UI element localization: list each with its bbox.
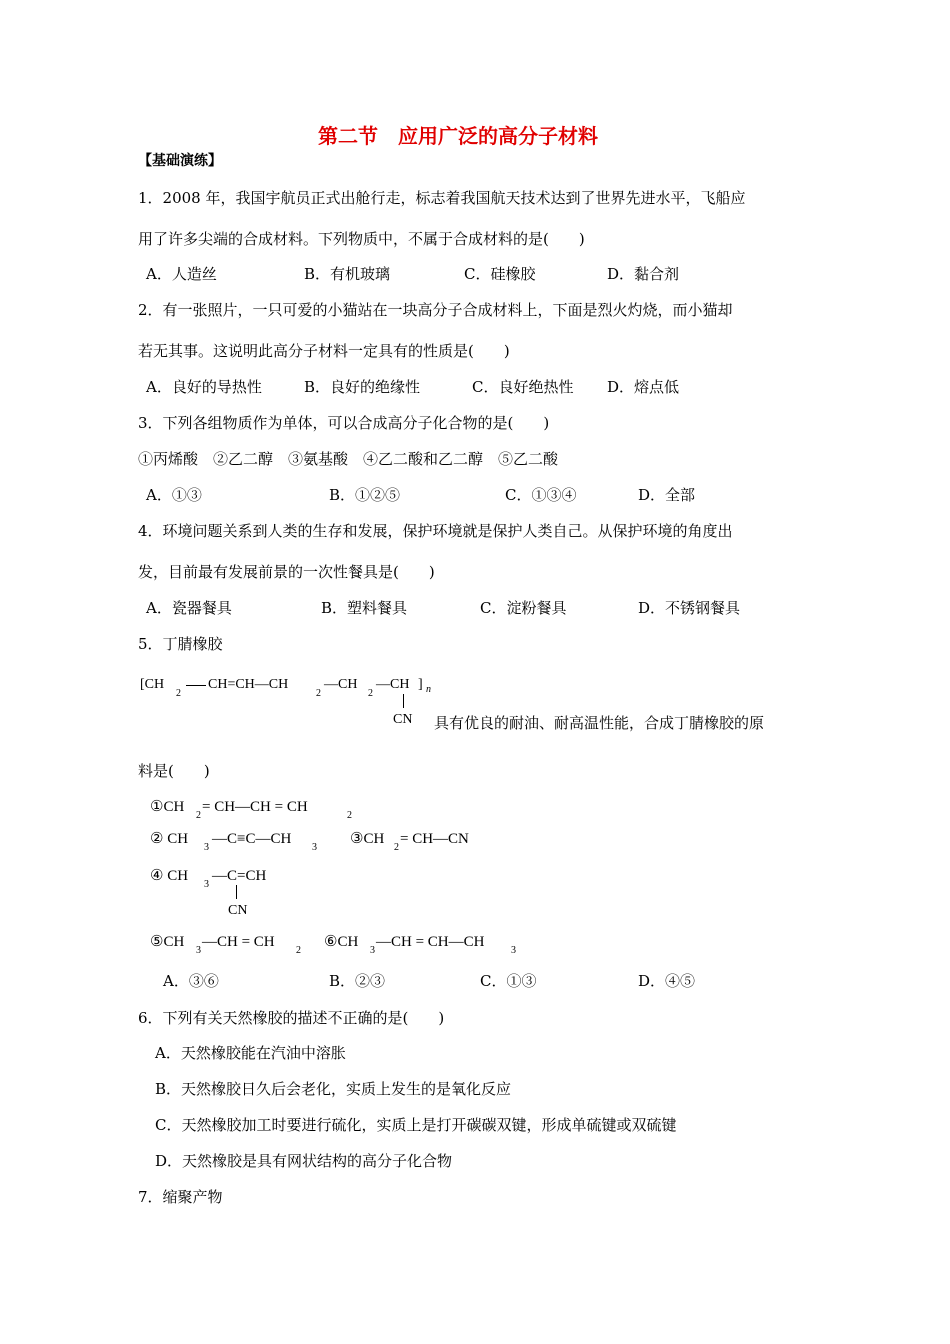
page-title: 第二节 应用广泛的高分子材料: [318, 124, 598, 148]
option-b: B．②③: [329, 972, 386, 990]
option-b: B．①②⑤: [329, 486, 401, 504]
option-a: A．瓷器餐具: [146, 599, 232, 617]
question-text: 若无其事。这说明此高分子材料一定具有的性质是( ): [138, 342, 510, 360]
question-text: 1．2008 年，我国宇航员正式出舱行走，标志着我国航天技术达到了世界先进水平，飞船应: [138, 189, 746, 207]
question-text: 2．有一张照片，一只可爱的小猫站在一块高分子合成材料上，下面是烈火灼烧，而小猫却: [138, 301, 733, 319]
formula: ③CH: [350, 831, 385, 847]
section-heading: 【基础演练】: [138, 153, 222, 169]
subscript: 2: [347, 810, 352, 821]
subscript: 3: [312, 842, 317, 853]
option-d: D．④⑤: [638, 972, 696, 990]
bond-line: [403, 694, 404, 708]
option-c: C．淀粉餐具: [480, 599, 567, 617]
question-text: 3．下列各组物质作为单体，可以合成高分子化合物的是( ): [138, 414, 550, 432]
subscript: 3: [370, 945, 375, 956]
subscript: 3: [196, 945, 201, 956]
option-d: D．全部: [638, 486, 696, 504]
subscript: 2: [196, 810, 201, 821]
option-d: D．黏合剂: [607, 265, 680, 283]
polymer-bracket: ]: [418, 677, 423, 692]
option-c: C．良好绝热性: [472, 378, 574, 396]
option-a: A．良好的导热性: [146, 378, 262, 396]
subscript: 3: [204, 879, 209, 890]
subscript: 2: [316, 688, 321, 699]
option-b: B．天然橡胶日久后会老化，实质上发生的是氧化反应: [155, 1080, 512, 1098]
polymer-seg-1: [CH: [140, 677, 165, 692]
question-text: 4．环境问题关系到人类的生存和发展，保护环境就是保护人类自己。从保护环境的角度出: [138, 522, 733, 540]
option-c: C．硅橡胶: [464, 265, 536, 283]
formula: ⑤CH: [150, 934, 185, 950]
option-b: B．有机玻璃: [304, 265, 391, 283]
formula: —C≡C—CH: [212, 831, 292, 847]
option-d: D．不锈钢餐具: [638, 599, 741, 617]
question-text: ①丙烯酸 ②乙二醇 ③氨基酸 ④乙二酸和乙二醇 ⑤乙二酸: [138, 450, 559, 468]
formula: —CH = CH—CH: [376, 934, 485, 950]
subscript: 2: [296, 945, 301, 956]
formula: ①CH: [150, 799, 185, 815]
option-a: A．天然橡胶能在汽油中溶胀: [155, 1044, 346, 1062]
repeat-n: n: [426, 684, 431, 695]
question-text: 6．下列有关天然橡胶的描述不正确的是( ): [138, 1009, 445, 1027]
option-c: C．①③④: [505, 486, 577, 504]
formula: ⑥CH: [324, 934, 359, 950]
option-d: D．天然橡胶是具有网状结构的高分子化合物: [155, 1152, 453, 1170]
question-text: 7．缩聚产物: [138, 1188, 223, 1206]
formula: = CH—CH = CH: [202, 799, 308, 815]
option-b: B．良好的绝缘性: [304, 378, 421, 396]
option-a: A．人造丝: [146, 265, 217, 283]
option-d: D．熔点低: [607, 378, 680, 396]
cyano-group: CN: [393, 712, 413, 727]
option-a: A．③⑥: [163, 972, 219, 990]
polymer-seg-2: CH=CH—CH: [208, 677, 289, 692]
formula: ④ CH: [150, 868, 189, 884]
option-a: A．①③: [146, 486, 202, 504]
cyano-group: CN: [228, 903, 248, 918]
formula: —CH = CH: [202, 934, 275, 950]
bond-line: [186, 685, 206, 686]
subscript: 2: [394, 842, 399, 853]
formula: = CH—CN: [400, 831, 469, 847]
polymer-seg-3: —CH: [324, 677, 358, 692]
formula: ② CH: [150, 831, 189, 847]
subscript: 3: [511, 945, 516, 956]
question-text: 5．丁腈橡胶: [138, 635, 223, 653]
subscript: 2: [176, 688, 181, 699]
formula: —C=CH: [212, 868, 267, 884]
question-text: 料是( ): [138, 762, 210, 780]
question-text: 用了许多尖端的合成材料。下列物质中，不属于合成材料的是( ): [138, 230, 585, 248]
subscript: 3: [204, 842, 209, 853]
option-c: C．天然橡胶加工时要进行硫化，实质上是打开碳碳双键，形成单硫键或双硫键: [155, 1116, 677, 1134]
subscript: 2: [368, 688, 373, 699]
question-text: 发，目前最有发展前景的一次性餐具是( ): [138, 563, 435, 581]
bond-line: [236, 885, 237, 899]
question-text: 具有优良的耐油、耐高温性能，合成丁腈橡胶的原: [434, 714, 765, 732]
polymer-seg-4: —CH: [376, 677, 410, 692]
option-b: B．塑料餐具: [321, 599, 408, 617]
option-c: C．①③: [480, 972, 537, 990]
